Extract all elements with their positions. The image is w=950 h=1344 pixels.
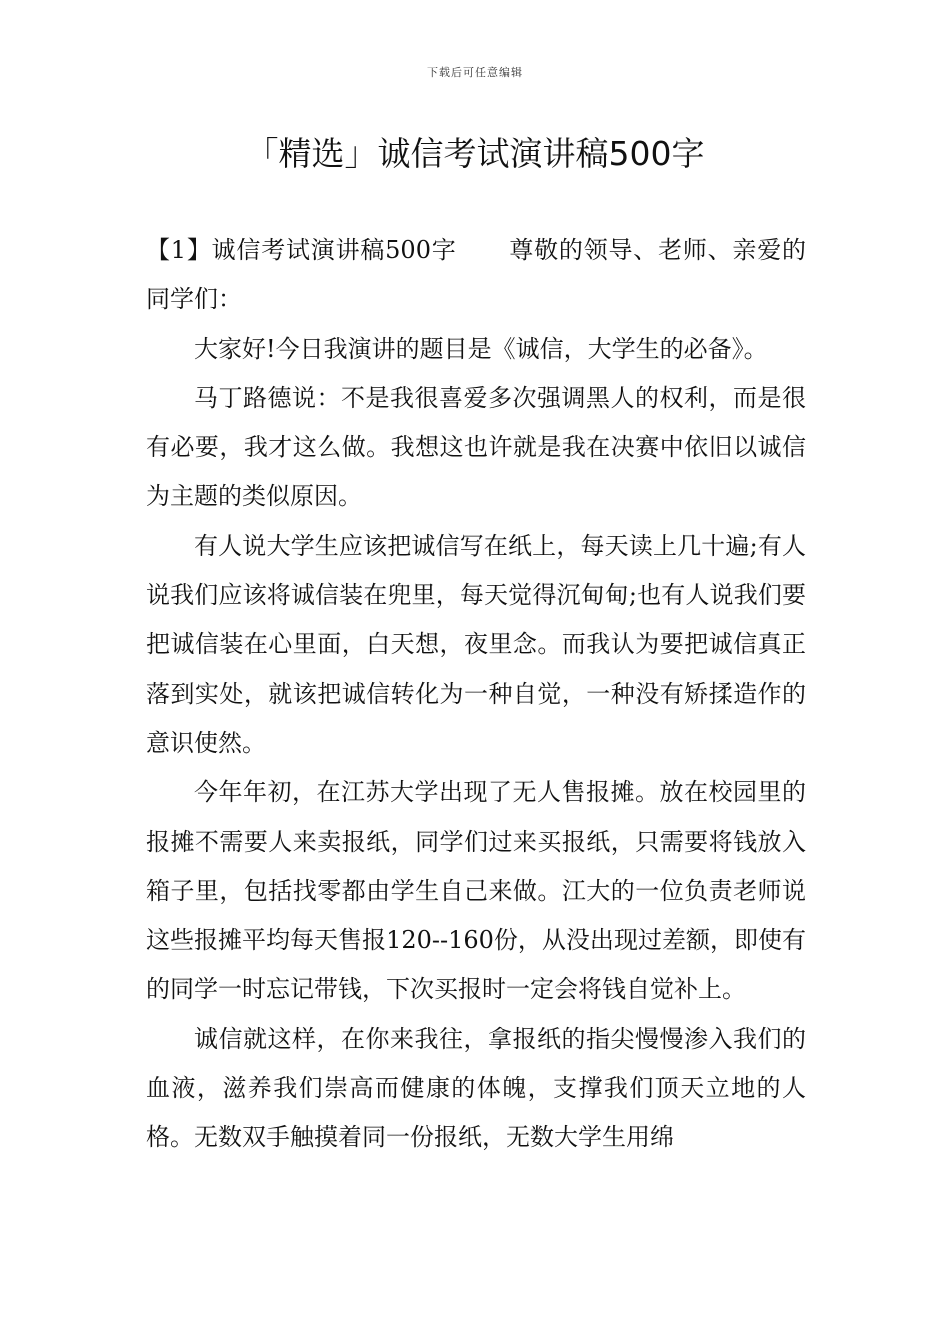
paragraph-3: 有人说大学生应该把诚信写在纸上，每天读上几十遍;有人说我们应该将诚信装在兜里，每天觉得沉甸甸;也有人说我们要把诚信装在心里面，白天想，夜里念。而我认为要把诚信真正落到实处，就该把诚信转化为一种自觉，一种没有矫揉造作的意识使然。 xyxy=(146,531,806,757)
paragraph-5: 诚信就这样，在你来我往，拿报纸的指尖慢慢渗入我们的血液，滋养我们崇高而健康的体魄，支撑我们顶天立地的人格。无数双手触摸着同一份报纸，无数大学生用绵 xyxy=(146,1024,806,1152)
section-heading: 【1】诚信考试演讲稿500字 xyxy=(146,236,457,264)
document-body xyxy=(146,226,806,1163)
salutation: 尊敬的领导、老师、亲爱的同学们： xyxy=(146,236,807,314)
paragraph-1: 大家好!今日我演讲的题目是《诚信，大学生的必备》。 xyxy=(194,334,768,363)
opening-paragraph xyxy=(146,226,806,325)
header-note: 下载后可任意编辑 xyxy=(427,66,523,79)
paragraph-4: 今年年初，在江苏大学出现了无人售报摊。放在校园里的报摊不需要人来卖报纸，同学们过来买报纸，只需要将钱放入箱子里，包括找零都由学生自己来做。江大的一位负责老师说这些报摊平均每天售报120--160份，从没出现过差额，即使有的同学一时忘记带钱，下次买报时一定会将钱自觉补上。 xyxy=(146,778,806,1004)
paragraph-2: 马丁路德说：不是我很喜爱多次强调黑人的权利，而是很有必要，我才这么做。我想这也许就是我在决赛中依旧以诚信为主题的类似原因。 xyxy=(146,383,806,511)
document-title: 「精选」诚信考试演讲稿500字 xyxy=(245,134,705,173)
